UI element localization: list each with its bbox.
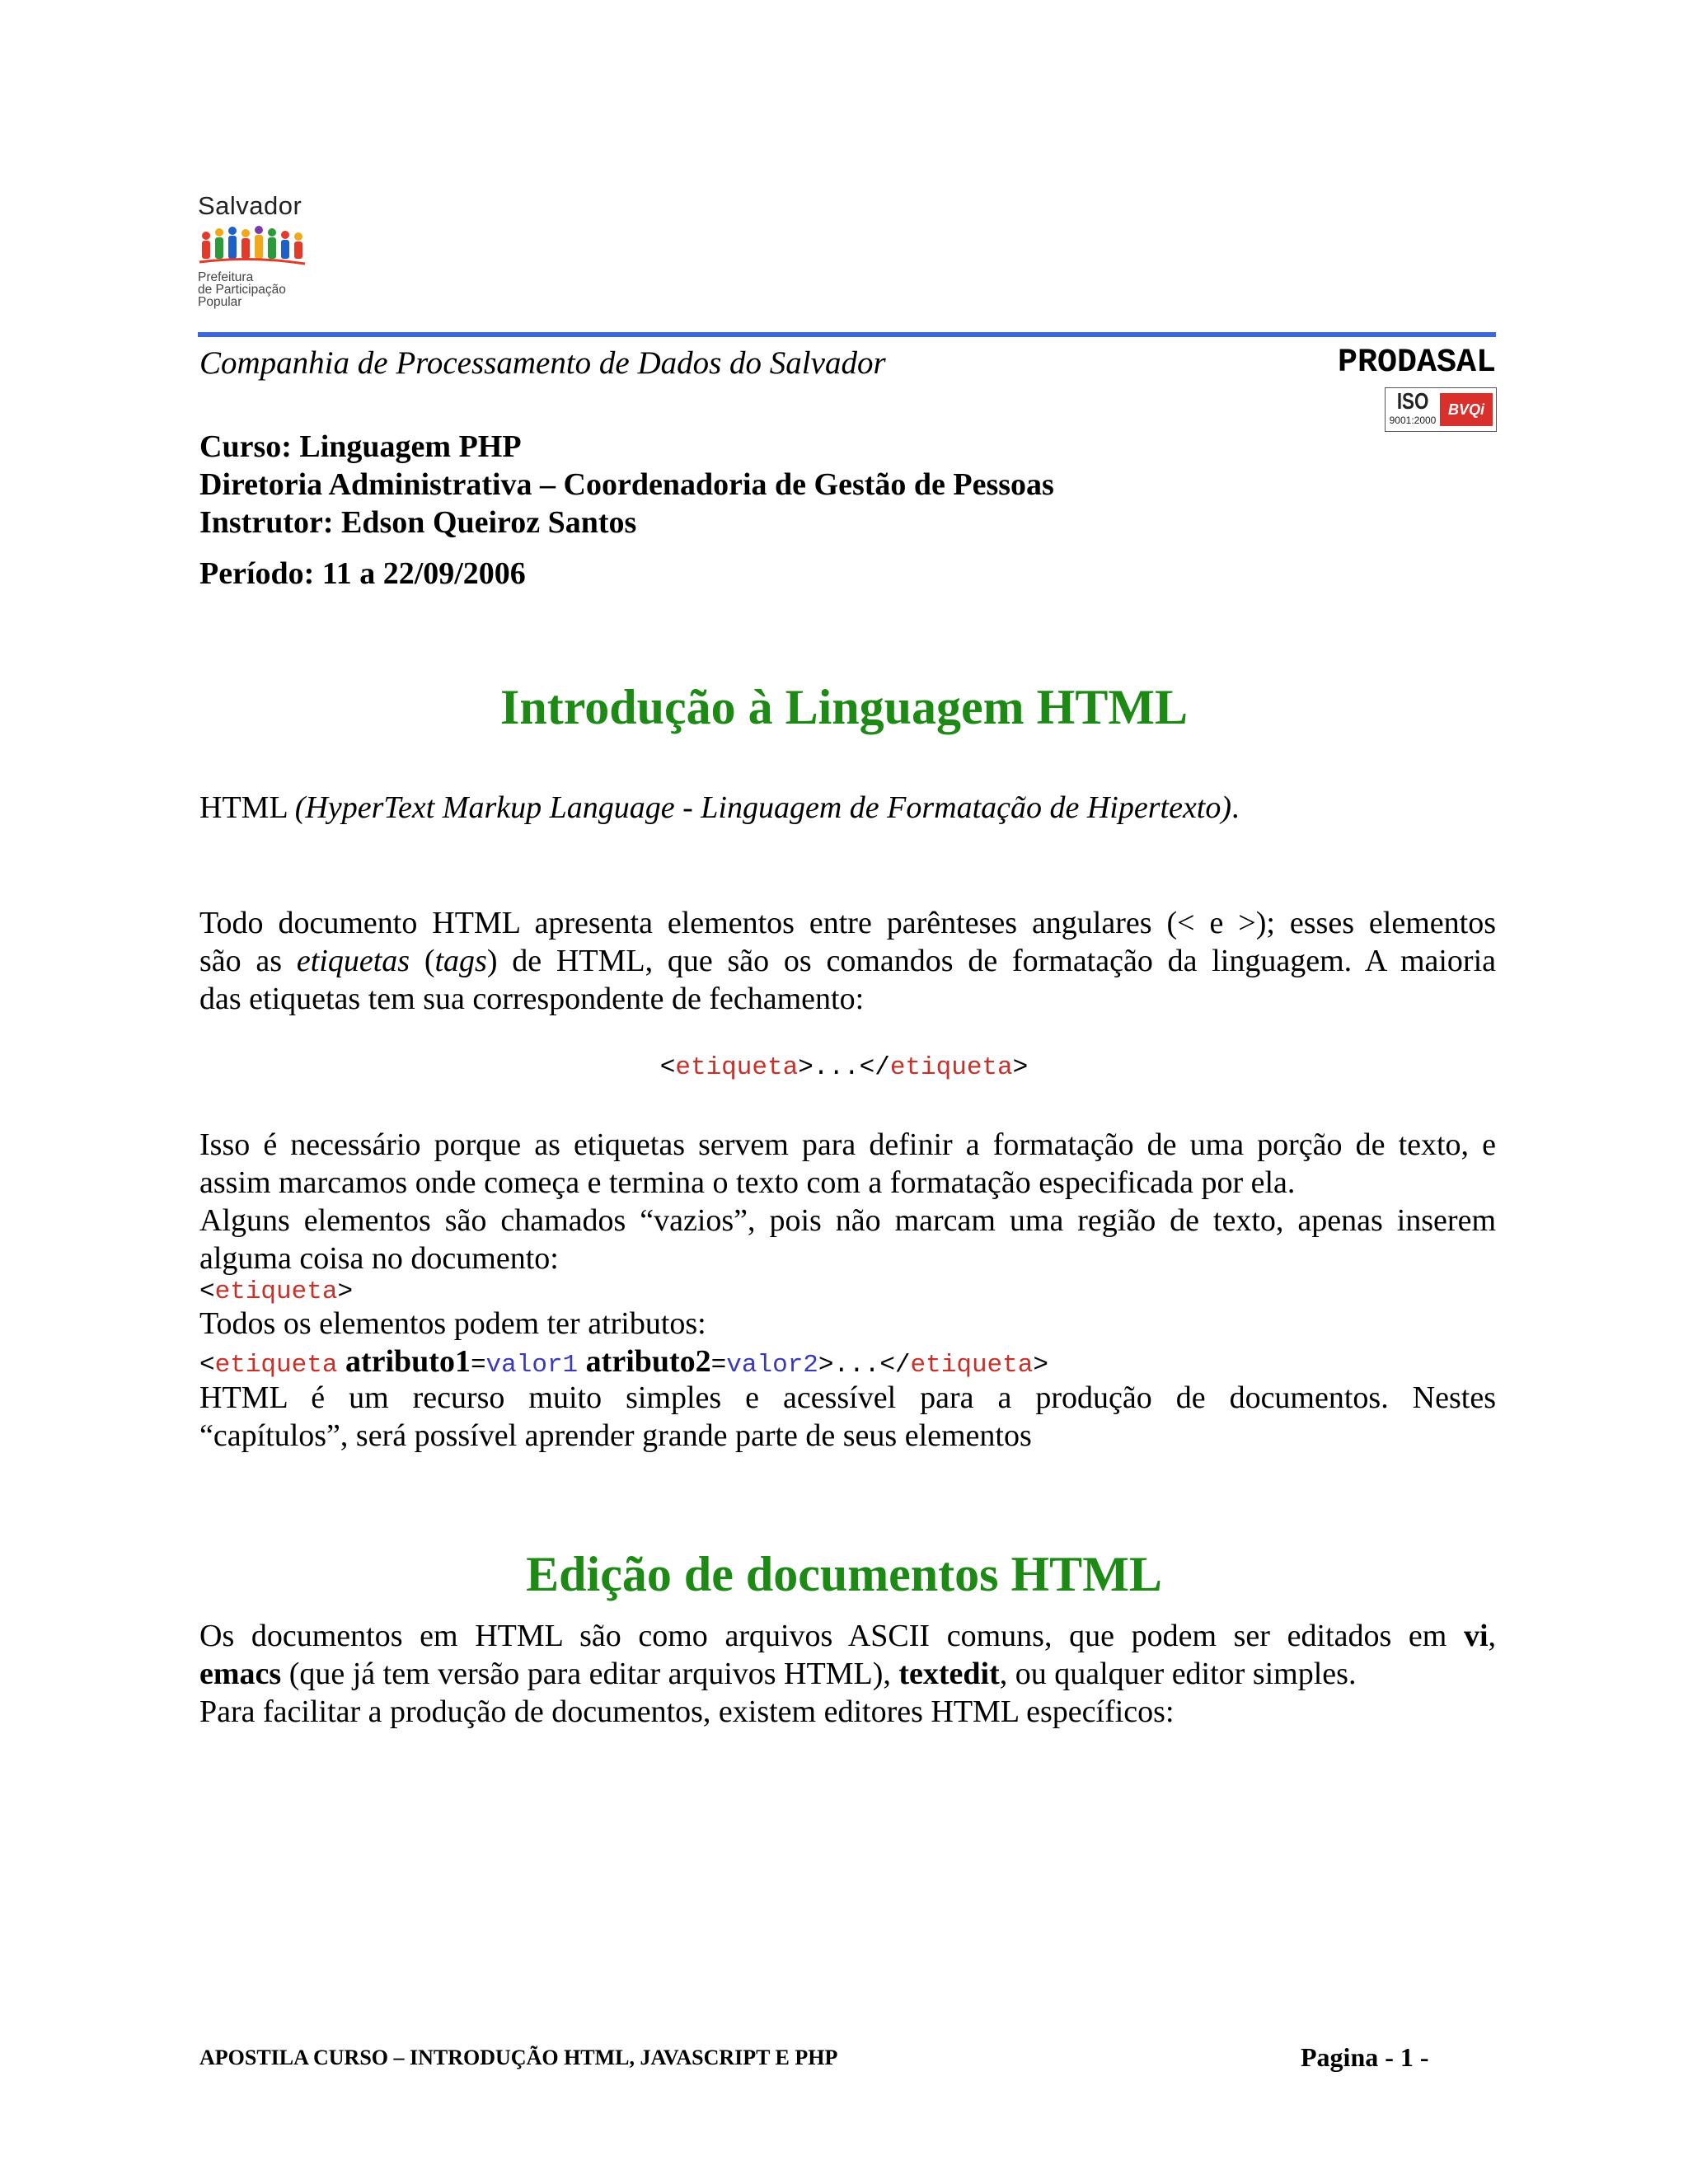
html-definition: HTML (HyperText Markup Language - Linguagem de Formatação de Hipertexto). xyxy=(199,790,1240,825)
paragraph-editors: Os documentos em HTML são como arquivos ASCII comuns, que podem ser editados em vi, emacs (que já tem versão para editar arquivos HTML), textedit, ou qualquer editor simples. Para facilitar a produção de documentos, existem editores HTML específicos: xyxy=(199,1619,1496,1729)
logo-title: Salvador xyxy=(198,191,302,220)
org-name: PRODASAL xyxy=(1337,344,1496,382)
page-number: Pagina - 1 - xyxy=(1301,2042,1429,2072)
code-example-empty: <etiqueta> xyxy=(199,1277,354,1306)
bvqi-mark: BVQi xyxy=(1440,393,1493,426)
paragraph-tags: Todo documento HTML apresenta elementos entre parênteses angulares (< e >); esses elementos são as etiquetas (tags) de HTML, que são os comandos de formatação da linguagem. A maioria das etiquetas tem sua correspondente de fechamento: xyxy=(199,906,1497,1016)
header-rule xyxy=(198,332,1496,337)
salvador-logo xyxy=(198,191,321,323)
code-example-pair: <etiqueta>...</etiqueta> xyxy=(659,1053,1029,1082)
people-figures-icon xyxy=(198,224,307,267)
attributes-intro: Todos os elementos podem ter atributos: xyxy=(199,1306,706,1341)
paragraph-formatting: Isso é necessário porque as etiquetas servem para definir a formatação de uma porção de texto, e assim marcamos onde começa e termina o texto com a formatação especificada por ela. Alguns elementos são chamados “vazios”, pois não marcam uma região de texto, apenas inserem alguma coisa no documento: xyxy=(199,1127,1496,1276)
directorate-line: Diretoria Administrativa – Coordenadoria de Gestão de Pessoas xyxy=(199,467,1054,502)
footer-title: APOSTILA CURSO – INTRODUÇÃO HTML, JAVASCRIPT E PHP xyxy=(199,2046,838,2069)
course-line: Curso: Linguagem PHP xyxy=(199,429,522,464)
period-line: Período: 11 a 22/09/2006 xyxy=(199,556,526,591)
section-title-intro: Introdução à Linguagem HTML xyxy=(500,680,1188,734)
iso-number: 9001:2000 xyxy=(1389,415,1437,426)
logo-subtitle: Prefeitura de Participação Popular xyxy=(198,270,286,309)
iso-label: ISO xyxy=(1396,388,1429,414)
paragraph-html-simple: HTML é um recurso muito simples e acessível para a produção de documentos. Nestes “capítulos”, será possível aprender grande parte de seus elementos xyxy=(199,1380,1496,1453)
instructor-line: Instrutor: Edson Queiroz Santos xyxy=(199,505,637,540)
section-title-editing: Edição de documentos HTML xyxy=(526,1547,1162,1601)
company-name: Companhia de Processamento de Dados do Salvador xyxy=(199,345,886,381)
code-example-attributes: <etiqueta atributo1=valor1 atributo2=valor2>...</etiqueta> xyxy=(199,1344,1048,1380)
iso-badge xyxy=(1385,387,1497,432)
